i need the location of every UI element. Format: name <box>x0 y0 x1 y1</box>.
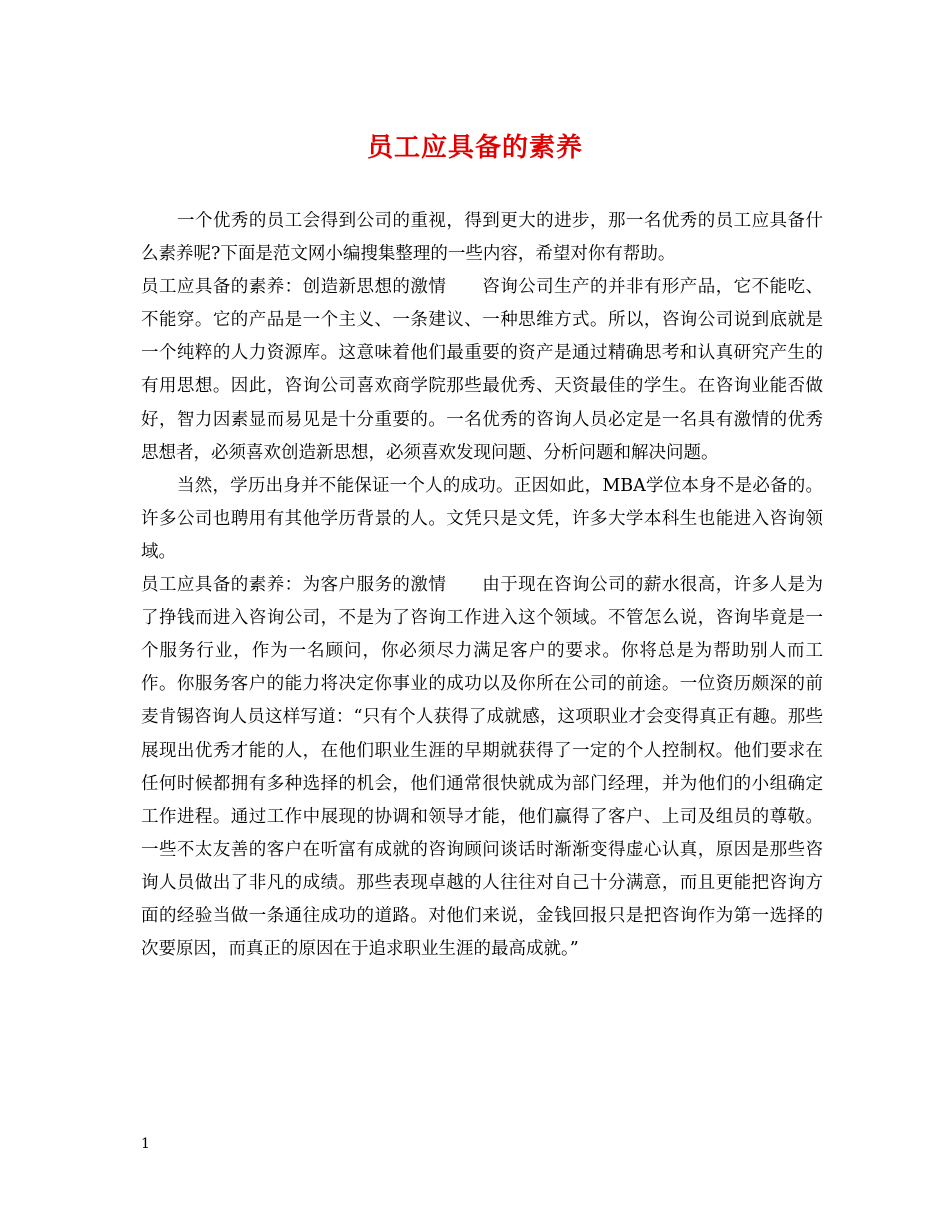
paragraph-education: 当然，学历出身并不能保证一个人的成功。正因如此，MBA学位本身不是必备的。许多公司也聘用有其他学历背景的人。文凭只是文凭，许多大学本科生也能进入咨询领域。 <box>141 475 823 562</box>
paragraph-intro: 一个优秀的员工会得到公司的重视，得到更大的进步，那一名优秀的员工应具备什么素养呢?下面是范文网小编搜集整理的一些内容，希望对你有帮助。 <box>141 211 823 265</box>
paragraph-client-service-passion: 员工应具备的素养：为客户服务的激情 由于现在咨询公司的薪水很高，许多人是为了挣钱而进入咨询公司，不是为了咨询工作进入这个领域。不管怎么说，咨询毕竟是一个服务行业，作为一名顾问，你必须尽力满足客户的要求。你将总是为帮助别人而工作。你服务客户的能力将决定你事业的成功以及你所在公司的前途。一位资历颇深的前麦肯锡咨询人员这样写道：“只有个人获得了成就感，这项职业才会变得真正有趣。那些展现出优秀才能的人，在他们职业生涯的早期就获得了一定的个人控制权。他们要求在任何时候都拥有多种选择的机会，他们通常很快就成为部门经理，并为他们的小组确定工作进程。通过工作中展现的协调和领导才能，他们赢得了客户、上司及组员的尊敬。一些不太友善的客户在听富有成就的咨询顾问谈话时渐渐变得虚心认真，原因是那些咨询人员做出了非凡的成绩。那些表现卓越的人往往对自己十分满意，而且更能把咨询方面的经验当做一条通往成功的道路。对他们来说，金钱回报只是把咨询作为第一选择的次要原因，而真正的原因在于追求职业生涯的最高成就。” <box>141 575 823 960</box>
page-number: 1 <box>141 1136 150 1152</box>
paragraph-creative-passion: 员工应具备的素养：创造新思想的激情 咨询公司生产的并非有形产品，它不能吃、不能穿。它的产品是一个主义、一条建议、一种思维方式。所以，咨询公司说到底就是一个纯粹的人力资源库。这意味着他们最重要的资产是通过精确思考和认真研究产生的有用思想。因此，咨询公司喜欢商学院那些最优秀、天资最佳的学生。在咨询业能否做好，智力因素显而易见是十分重要的。一名优秀的咨询人员必定是一名具有激情的优秀思想者，必须喜欢创造新思想，必须喜欢发现问题、分析问题和解决问题。 <box>141 277 823 463</box>
document-body <box>141 205 823 966</box>
document-title: 员工应具备的素养 <box>366 133 583 163</box>
